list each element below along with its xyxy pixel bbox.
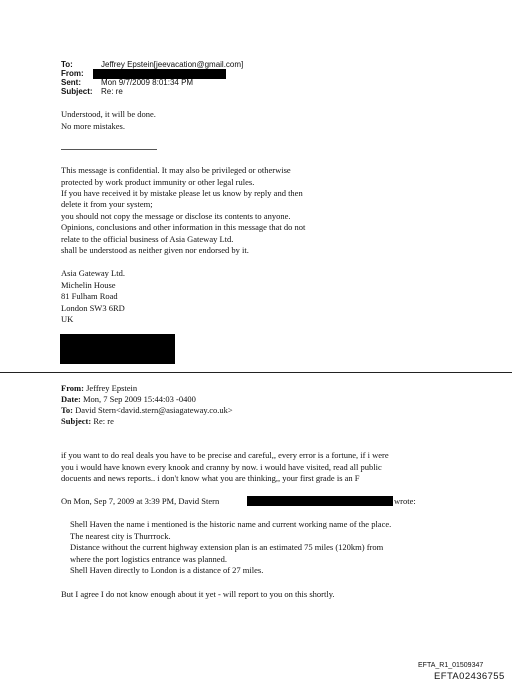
quoted-line: The nearest city is Thurrrock. [70,531,171,541]
quote-intro-start: On Mon, Sep 7, 2009 at 3:39 PM, David Stern [61,496,220,506]
email2-from-label: From: [61,383,84,393]
email1-body-line: Understood, it will be done. [61,109,156,119]
disclaimer-line: This message is confidential. It may also be privileged or otherwise [61,165,291,175]
disclaimer-line: you should not copy the message or disclose its contents to anyone. [61,211,291,221]
email2-to-value: David Stern<david.stern@asiagateway.co.uk> [75,405,233,415]
disclaimer-line: delete it from your system; [61,199,153,209]
email2-date-row [61,394,196,405]
email2-from-row [61,383,137,394]
disclaimer-line: protected by work product immunity or other legal rules. [61,177,255,187]
address-line: UK [61,314,74,324]
address-line: 81 Fulham Road [61,291,118,301]
to-row [61,60,243,69]
section-divider [0,372,512,373]
subject-label: Subject: [61,87,93,96]
sent-label: Sent: [61,78,81,87]
email2-to-row [61,405,233,416]
disclaimer-line: relate to the official business of Asia Gateway Ltd. [61,234,234,244]
quote-intro-end: wrote: [394,496,416,506]
email2-from-value: Jeffrey Epstein [86,383,138,393]
subject-value: Re: re [101,87,123,96]
disclaimer-line: If you have received it by mistake please let us know by reply and then [61,188,303,198]
email2-body-line: if you want to do real deals you have to be precise and careful,, every error is a fortune, if i were [61,450,389,460]
email2-body-line: docuents and news reports.. i don't know what you are thinking,, your first grade is an F [61,473,360,483]
email2-to-label: To: [61,405,73,415]
quoted-line: where the port logistics entrance was planned. [70,554,227,564]
redaction-email [247,496,393,506]
email1-body-line: No more mistakes. [61,121,125,131]
quoted-line: Shell Haven the name i mentioned is the historic name and current working name of the place. [70,519,392,529]
to-label: To: [61,60,73,69]
quoted-line: Distance without the current highway extension plan is an estimated 75 miles (120km) from [70,542,384,552]
redaction-block [60,334,175,364]
email2-subject-label: Subject: [61,416,92,426]
email2-body-line: you i would have known every knook and cranny by now. i would have visited, read all public [61,462,382,472]
signature-divider [61,149,157,150]
address-line: London SW3 6RD [61,303,125,313]
address-line: Michelin House [61,280,116,290]
email2-subject-row [61,416,114,427]
disclaimer-line: shall be understood as neither given nor endorsed by it. [61,245,249,255]
closing-line: But I agree I do not know enough about it yet - will report to you on this shortly. [61,589,335,599]
disclaimer-line: Opinions, conclusions and other information in this message that do not [61,222,306,232]
address-line: Asia Gateway Ltd. [61,268,125,278]
email2-date-value: Mon, 7 Sep 2009 15:44:03 -0400 [82,394,196,404]
quoted-line: Shell Haven directly to London is a distance of 27 miles. [70,565,264,575]
sent-row [61,78,193,87]
email2-date-label: Date: [61,394,81,404]
sent-value: Mon 9/7/2009 8:01:34 PM [101,78,194,87]
to-value: Jeffrey Epstein[jeevacation@gmail.com] [101,60,244,69]
email2-subject-value: Re: re [93,416,114,426]
subject-row [61,87,123,96]
bates-stamp-small: EFTA_R1_01509347 [418,662,484,669]
from-label: From: [61,69,84,78]
bates-stamp-large: EFTA02436755 [434,671,505,682]
